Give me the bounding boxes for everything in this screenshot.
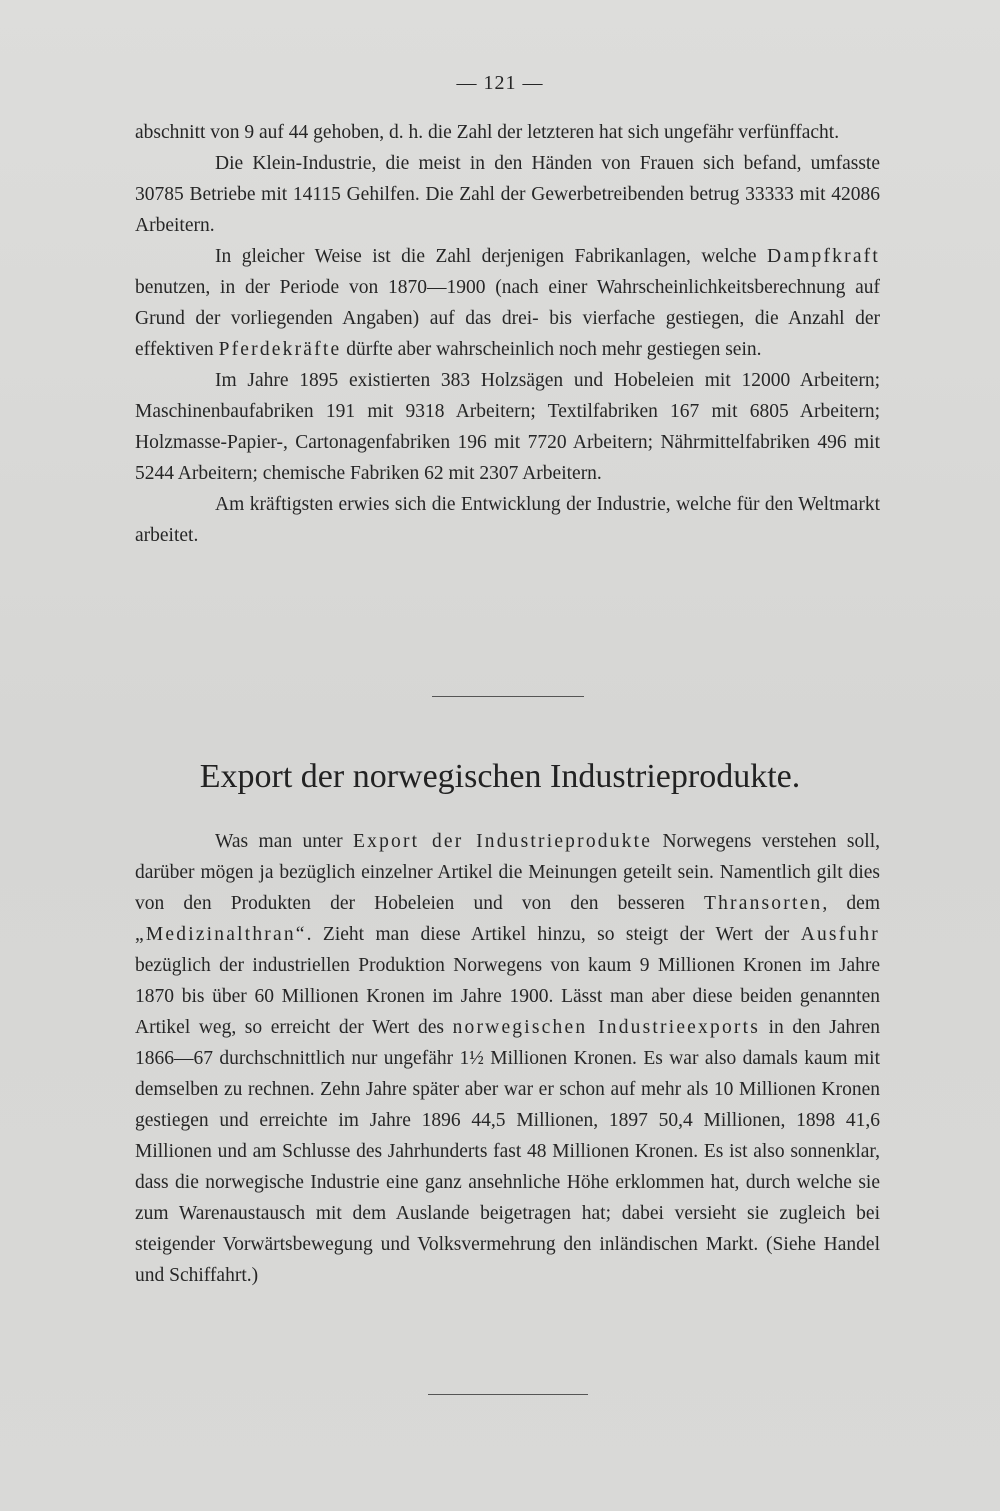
export-text-k: in den Jahren 1866—67 durchschnittlich nur ungefähr 1½ Millionen Kronen. Es war also damals kaum mit demselben zu rechnen. Zehn Jahre später aber war er schon auf mehr als 10 Millionen Kronen gestiegen und erreichte im Jahre 1896 44,5 Millionen, 1897 50,4 Millionen, 1898 41,6 Millionen und am Schlusse des Jahrhunderts fast 48 Millionen Kronen. Es ist also sonnenklar, dass die norwegische Industrie eine ganz ansehnliche Höhe erklommen hat, durch welche sie zum Warenaustausch mit dem Auslande beigetragen hat; dabei versieht sie zugleich bei steigender Vorwärtsbewegung und Volksvermehrung den inländischen Markt. (Siehe Handel und Schiffahrt.) [135,1017,880,1286]
export-text-a: Was man unter [215,831,354,852]
export-spaced-industrieprodukte: Export der Industrieprodukte [353,831,653,852]
separator-rule-top [432,696,584,697]
export-spaced-thransorten: Thransorten [703,893,823,914]
export-text-e: , dem [822,893,880,914]
page-number: — 121 — [456,72,544,94]
export-text-i: bezüglich der industriellen Produktion Norwegens von kaum 9 Millionen Kronen im Jahre 1870 bis über 60 Millionen Kronen im Jahre 1900. Lässt man aber diese beiden genannten Artikel weg, so erreicht der Wert des [135,955,880,1038]
export-text-g: . Zieht man diese Artikel hinzu, so steigt der Wert der [306,924,801,945]
export-spaced-medizinalthran: „Medizinalthran“ [135,924,307,945]
p3-spaced-pferdekraefte: Pferdekräfte [218,339,342,360]
paragraph-5: Am kräftigsten erwies sich die Entwicklung der Industrie, welche für den Weltmarkt arbeitet. [135,494,880,546]
p3-text-e: dürfte aber wahrscheinlich noch mehr gestiegen sein. [341,339,762,360]
export-spaced-industrieexports: norwegischen Industrieexports [452,1017,760,1038]
separator-rule-bottom [428,1394,588,1395]
export-section-text [135,826,880,1291]
section-continued-text [135,117,880,551]
paragraph-1: abschnitt von 9 auf 44 gehoben, d. h. die Zahl der letzteren hat sich ungefähr verfünffacht. [135,122,840,143]
paragraph-2: Die Klein-Industrie, die meist in den Händen von Frauen sich befand, umfasste 30785 Betriebe mit 14115 Gehilfen. Die Zahl der Gewerbetreibenden betrug 33333 mit 42086 Arbeitern. [135,153,880,236]
export-text-c: Norwegens verstehen soll, darüber mögen ja bezüglich einzelner Artikel die Meinungen geteilt sein. Namentlich gilt dies von den Produkten der Hobeleien und von den besseren [135,831,880,914]
export-paragraph [135,826,880,1291]
section-heading: Export der norwegischen Industrieprodukte. [199,758,801,795]
p3-spaced-dampfkraft: Dampfkraft [767,246,880,267]
paragraph-4: Im Jahre 1895 existierten 383 Holzsägen und Hobeleien mit 12000 Arbeitern; Maschinenbaufabriken 191 mit 9318 Arbeitern; Textilfabriken 167 mit 6805 Arbeitern; Holzmasse-Papier-, Cartonagenfabriken 196 mit 7720 Arbeitern; Nährmittelfabriken 496 mit 5244 Arbeitern; chemische Fabriken 62 mit 2307 Arbeitern. [135,370,880,484]
p3-text-a: In gleicher Weise ist die Zahl derjenigen Fabrikanlagen, welche [215,246,768,267]
export-spaced-ausfuhr: Ausfuhr [800,924,880,945]
paragraph-3 [135,241,880,365]
p3-text-c: benutzen, in der Periode von 1870—1900 (nach einer Wahrscheinlichkeitsberechnung auf Grund der vorliegenden Angaben) auf das drei- bis vierfache gestiegen, die Anzahl der effektiven [135,277,880,360]
